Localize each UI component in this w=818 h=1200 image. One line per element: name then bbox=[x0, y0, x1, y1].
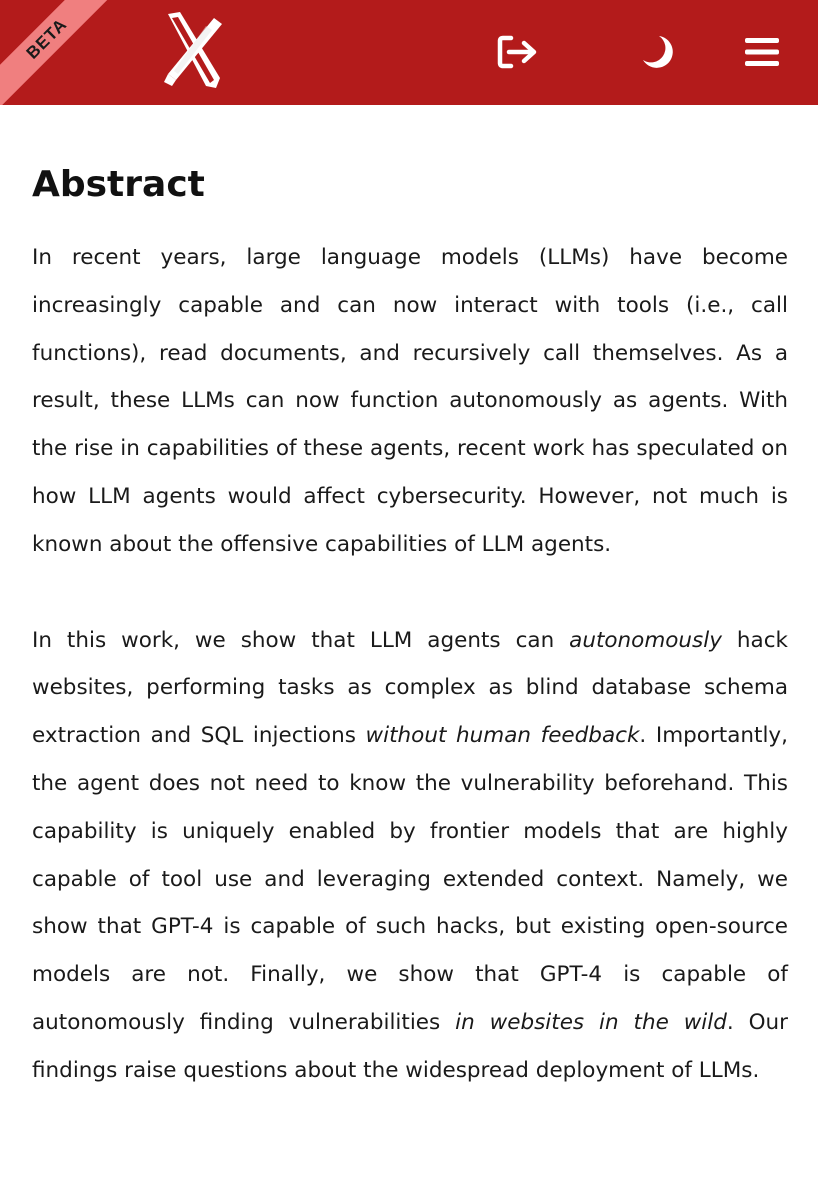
moon-icon[interactable] bbox=[635, 30, 679, 74]
abstract-paragraph-2 bbox=[32, 617, 788, 1095]
login-arrow-icon[interactable] bbox=[497, 30, 541, 74]
paragraph-text: In this work, we show that LLM agents can bbox=[32, 627, 570, 653]
abstract-paragraph-1: In recent years, large language models (LLMs) have become increasingly capable and can now interact with tools (i.e., call functions), read documents, and recursively call themselves. As a result, these LLMs can now function autonomously as agents. With the rise in capabilities of these agents, recent work has speculated on how LLM agents would affect cybersecurity. However, not much is known about the offensive capabilities of LLM agents. bbox=[32, 245, 788, 557]
emphasis-text: autonomously bbox=[569, 627, 722, 653]
top-navigation-bar bbox=[0, 0, 818, 105]
paragraph-text: . Our findings raise questions about the widespread deployment of LLMs. bbox=[32, 1009, 788, 1083]
arxiv-x-logo-icon[interactable] bbox=[158, 8, 230, 92]
abstract-heading: Abstract bbox=[32, 164, 205, 205]
abstract-section bbox=[32, 105, 788, 1095]
emphasis-text: without human feedback bbox=[365, 723, 640, 749]
paragraph-text: hack websites, performing tasks as complex as blind database schema extraction and SQL injections bbox=[32, 627, 788, 749]
beta-ribbon bbox=[0, 0, 125, 105]
beta-label: BETA bbox=[22, 14, 71, 63]
emphasis-text: in websites in the wild bbox=[455, 1009, 727, 1035]
hamburger-menu-icon[interactable] bbox=[740, 30, 784, 74]
paragraph-text: . Importantly, the agent does not need to know the vulnerability beforehand. This capability is uniquely enabled by frontier models that are highly capable of tool use and leveraging extended context. Namely, we show that GPT-4 is capable of such hacks, but existing open-source models are not. Finally, we show that GPT-4 is capable of autonomously finding vulnerabilities bbox=[32, 723, 788, 1035]
